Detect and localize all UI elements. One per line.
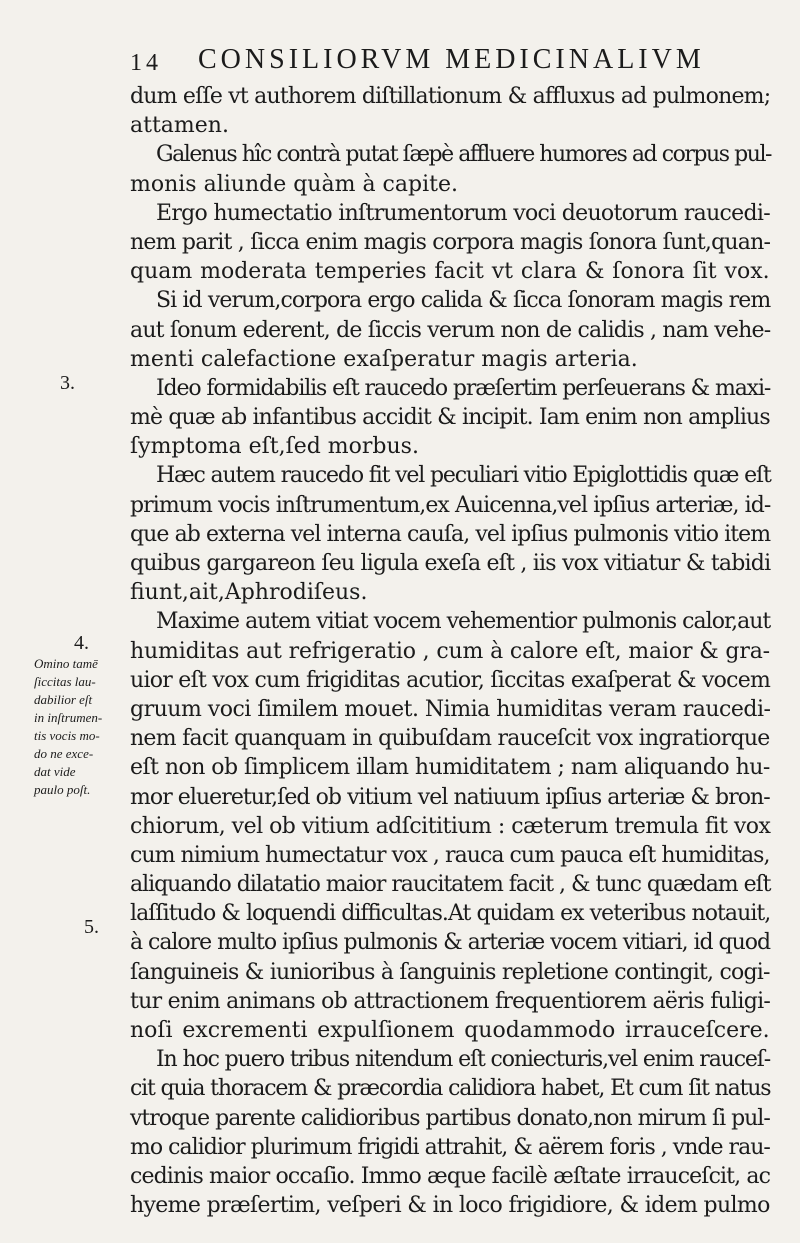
text-line: mè quæ ab infantibus accidit & incipit. Iam enim non amplius (130, 405, 770, 431)
marginal-number-4: 4. (74, 632, 89, 654)
running-title: CONSILIORVM MEDICINALIVM (198, 44, 705, 75)
body-text (130, 82, 770, 1220)
margin-note-line: ſiccitas lau- (34, 674, 96, 689)
text-line: mor elueretur,ſed ob vitium vel natiuum ipſius arteriæ & bron- (130, 784, 770, 810)
margin-note (34, 655, 134, 799)
text-line: nem parit , ſicca enim magis corpora magis ſonora ſunt,quan- (130, 229, 771, 255)
text-line: cedinis maior occaſio. Immo æque facilè æſtate irrauceſcit, ac (130, 1163, 771, 1189)
text-line: ſanguineis & iunioribus à ſanguinis repletione contingit, cogi- (130, 959, 770, 985)
text-line: cit quia thoracem & præcordia calidiora habet, Et cum ſit natus (130, 1076, 771, 1102)
text-line: fiunt,ait,Aphrodiſeus. (130, 580, 368, 606)
page-number: 14 (130, 50, 162, 76)
text-line: humiditas aut refrigeratio , cum à calore eſt, maior & gra- (130, 638, 770, 664)
text-line: ſymptoma eſt,ſed morbus. (130, 434, 419, 460)
page-header (120, 40, 740, 80)
margin-note-line: do ne exce- (34, 746, 94, 761)
text-line: aliquando dilatatio maior raucitatem facit , & tunc quædam eſt (130, 872, 771, 898)
text-line: que ab externa vel interna cauſa, vel ipſius pulmonis vitio item (130, 521, 771, 547)
text-line: primum vocis inſtrumentum,ex Auicenna,vel ipſius arteriæ, id- (130, 492, 771, 518)
text-line: mo calidior plurimum frigidi attrahit, & aërem foris , vnde rau- (130, 1134, 770, 1160)
text-line: gruum voci ſimilem mouet. Nimia humiditas veram raucedi- (130, 696, 771, 722)
text-line: eſt non ob ſimplicem illam humiditatem ; nam aliquando hu- (130, 755, 770, 781)
text-line: menti calefactione exaſperatur magis arteria. (130, 346, 638, 372)
text-line: monis aliunde quàm à capite. (130, 171, 458, 197)
text-line: quibus gargareon ſeu ligula exeſa eſt , iis vox vitiatur & tabidi (130, 551, 771, 576)
text-line: quam moderata temperies facit vt clara & ſonora ſit vox. (130, 259, 770, 285)
margin-note-line: Omino tamē (34, 656, 98, 671)
text-line: hyeme præſertim, veſperi & in loco frigidiore, & idem pulmo (130, 1193, 770, 1219)
text-line: vtroque parente calidioribus partibus donato,non mirum ſi pul- (130, 1105, 770, 1131)
text-line: à calore multo ipſius pulmonis & arteriæ vocem vitiari, id quod (130, 930, 770, 956)
text-line: Hæc autem raucedo fit vel peculiari vitio Epiglottidis quæ eſt (156, 463, 771, 489)
text-line: nem facit quanquam in quibuſdam rauceſcit vox ingratiorque (130, 726, 770, 752)
text-line: aut ſonum ederent, de ſiccis verum non de calidis , nam vehe- (130, 317, 771, 343)
text-line: tur enim animans ob attractionem frequentiorem aëris fuligi- (130, 988, 771, 1014)
text-line: dum eſſe vt authorem diſtillationum & affluxus ad pulmonem; (130, 84, 771, 109)
text-line: cum nimium humectatur vox , rauca cum pauca eſt humiditas, (130, 842, 770, 868)
margin-note-line: dat vide (34, 764, 76, 779)
text-line: Ideo formidabilis eſt raucedo præſertim perſeuerans & maxi- (156, 375, 771, 401)
marginal-number-5: 5. (84, 916, 99, 938)
text-line: In hoc puero tribus nitendum eſt coniecturis,vel enim rauceſ- (156, 1047, 771, 1073)
margin-note-line: in inſtrumen- (34, 710, 103, 725)
text-line: uior eſt vox cum frigiditas acutior, ſiccitas exaſperat & vocem (130, 667, 771, 693)
text-line: chiorum, vel ob vitium adſcititium : cæterum tremula fit vox (130, 813, 771, 839)
marginal-number-3: 3. (60, 372, 75, 394)
text-line: noſi excrementi expulſionem quodammodo irrauceſcere. (130, 1018, 770, 1043)
margin-note-line: paulo poſt. (34, 782, 91, 797)
margin-note-line: dabilior eſt (34, 692, 93, 707)
text-line: attamen. (130, 113, 229, 139)
text-line: laſſitudo & loquendi difficultas.At quidam ex veteribus notauit, (130, 901, 771, 927)
text-line: Galenus hîc contrà putat ſæpè affluere humores ad corpus pul- (156, 142, 772, 168)
text-line: Si id verum,corpora ergo calida & ſicca ſonoram magis rem (156, 288, 771, 314)
text-line: Ergo humectatio inſtrumentorum voci deuotorum raucedi- (156, 200, 770, 226)
text-line: Maxime autem vitiat vocem vehementior pulmonis calor,aut (156, 609, 771, 635)
margin-note-line: tis vocis mo- (34, 728, 100, 743)
